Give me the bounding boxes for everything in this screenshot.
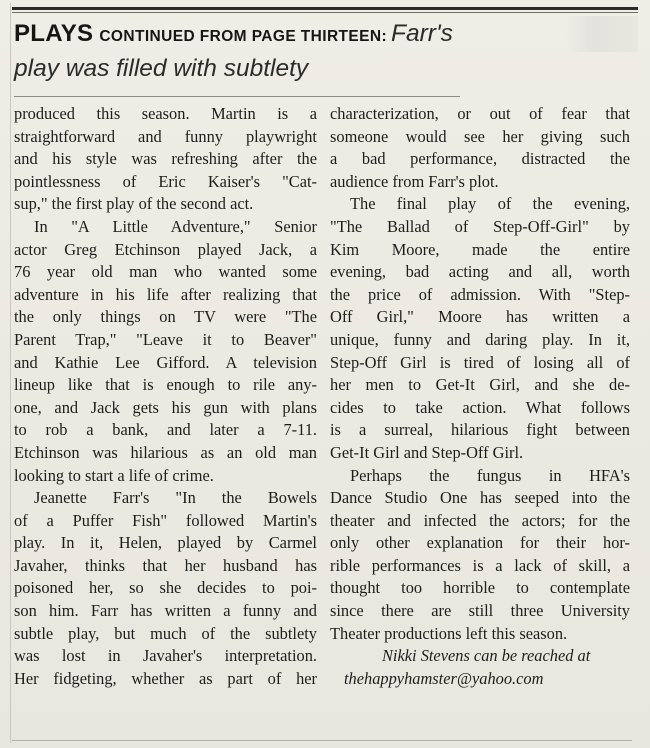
article-column-left [14,103,317,690]
text-line: of a Puffer Fish" followed Martin's [14,510,317,530]
text-line: the price of admission. With "Step- [330,284,630,304]
text-line: lineup like that is enough to rile any- [14,375,317,395]
text-line: the only things on TV were "The [14,307,317,327]
header-bottom-rule [14,96,460,97]
text-line: one, and Jack gets his gun with plans [14,397,317,417]
text-line: son him. Farr has written a funny and [14,601,317,621]
author-contact-line: Nikki Stevens can be reached at [382,646,591,666]
text-line: rible performances is a lack of skill, a [330,555,630,575]
header-top-hairline [12,12,638,13]
text-line: 76 year old man who wanted some [14,262,317,282]
text-line: unique, funny and daring play. In it, [330,329,630,349]
text-line: adventure in his life after realizing that [14,284,317,304]
text-line: evening, bad acting and all, worth [330,262,630,282]
text-line: and his style was refreshing after the [14,149,317,169]
text-line: Step-Off Girl is tired of losing all of [330,352,630,372]
text-line: Jeanette Farr's "In the Bowels [34,488,317,508]
headline-part-2: play was filled with subtlety [14,55,309,82]
text-line: to rob a bank, and later a 7-11. [14,420,317,440]
text-line: Kim Moore, made the entire [330,239,630,259]
text-line: Get-It Girl and Step-Off Girl. [330,442,524,462]
text-line: someone would see her giving such [330,126,630,146]
text-line: looking to start a life of crime. [14,465,214,485]
bleed-through-shadow [566,16,638,52]
article-column-right [330,103,630,690]
text-line: actor Greg Etchinson played Jack, a [14,239,317,259]
text-line: since there are still three University [330,601,630,621]
text-line: straightforward and funny playwright [14,126,317,146]
text-line: The final play of the evening, [350,194,630,214]
text-line: thought too horrible to contemplate [330,578,630,598]
text-line: cides to take action. What follows [330,397,630,417]
clipping-bottom-rule [12,740,632,741]
text-line: Her fidgeting, whether as part of her [14,668,317,688]
text-line: Javaher, thinks that her husband has [14,555,317,575]
header-top-rule [12,7,638,10]
text-line: poisoned her, so she decides to poi- [14,578,317,598]
text-line: sup," the first play of the second act. [14,194,254,214]
text-line: only other explanation for their hor- [330,533,630,553]
author-email: thehappyhamster@yahoo.com [344,668,544,688]
text-line: pointlessness of Eric Kaiser's "Cat- [14,171,317,191]
text-line: Etchinson was hilarious as an old man [14,442,317,462]
section-label: PLAYS [14,20,94,47]
text-line: Theater productions left this season. [330,623,568,643]
text-line: Parent Trap," "Leave it to Beaver" [14,329,317,349]
text-line: Dance Studio One has seeped into the [330,488,630,508]
text-line: theater and infected the actors; for the [330,510,630,530]
headline-line-2 [14,50,308,88]
text-line: is a surreal, hilarious fight between [330,420,630,440]
headline-line-1 [14,17,453,51]
text-line: and Kathie Lee Gifford. A television [14,352,317,372]
text-line: play. In it, Helen, played by Carmel [14,533,317,553]
headline-part-1: Farr's [391,20,453,47]
text-line: characterization, or out of fear that [330,104,630,123]
text-line: subtle play, but much of the subtlety [14,623,317,643]
text-line: Perhaps the fungus in HFA's [350,465,630,485]
text-line: audience from Farr's plot. [330,171,499,191]
text-line: a bad performance, distracted the [330,149,630,169]
text-line: "The Ballad of Step-Off-Girl" by [330,216,630,236]
text-line: In "A Little Adventure," Senior [34,216,317,236]
text-line: her men to Get-It Girl, and she de- [330,375,630,395]
text-line: was lost in Javaher's interpretation. [14,646,317,666]
text-line: produced this season. Martin is a [14,104,317,123]
continuation-label: CONTINUED FROM PAGE THIRTEEN: [99,28,388,45]
text-line: Off Girl," Moore has written a [330,307,630,327]
